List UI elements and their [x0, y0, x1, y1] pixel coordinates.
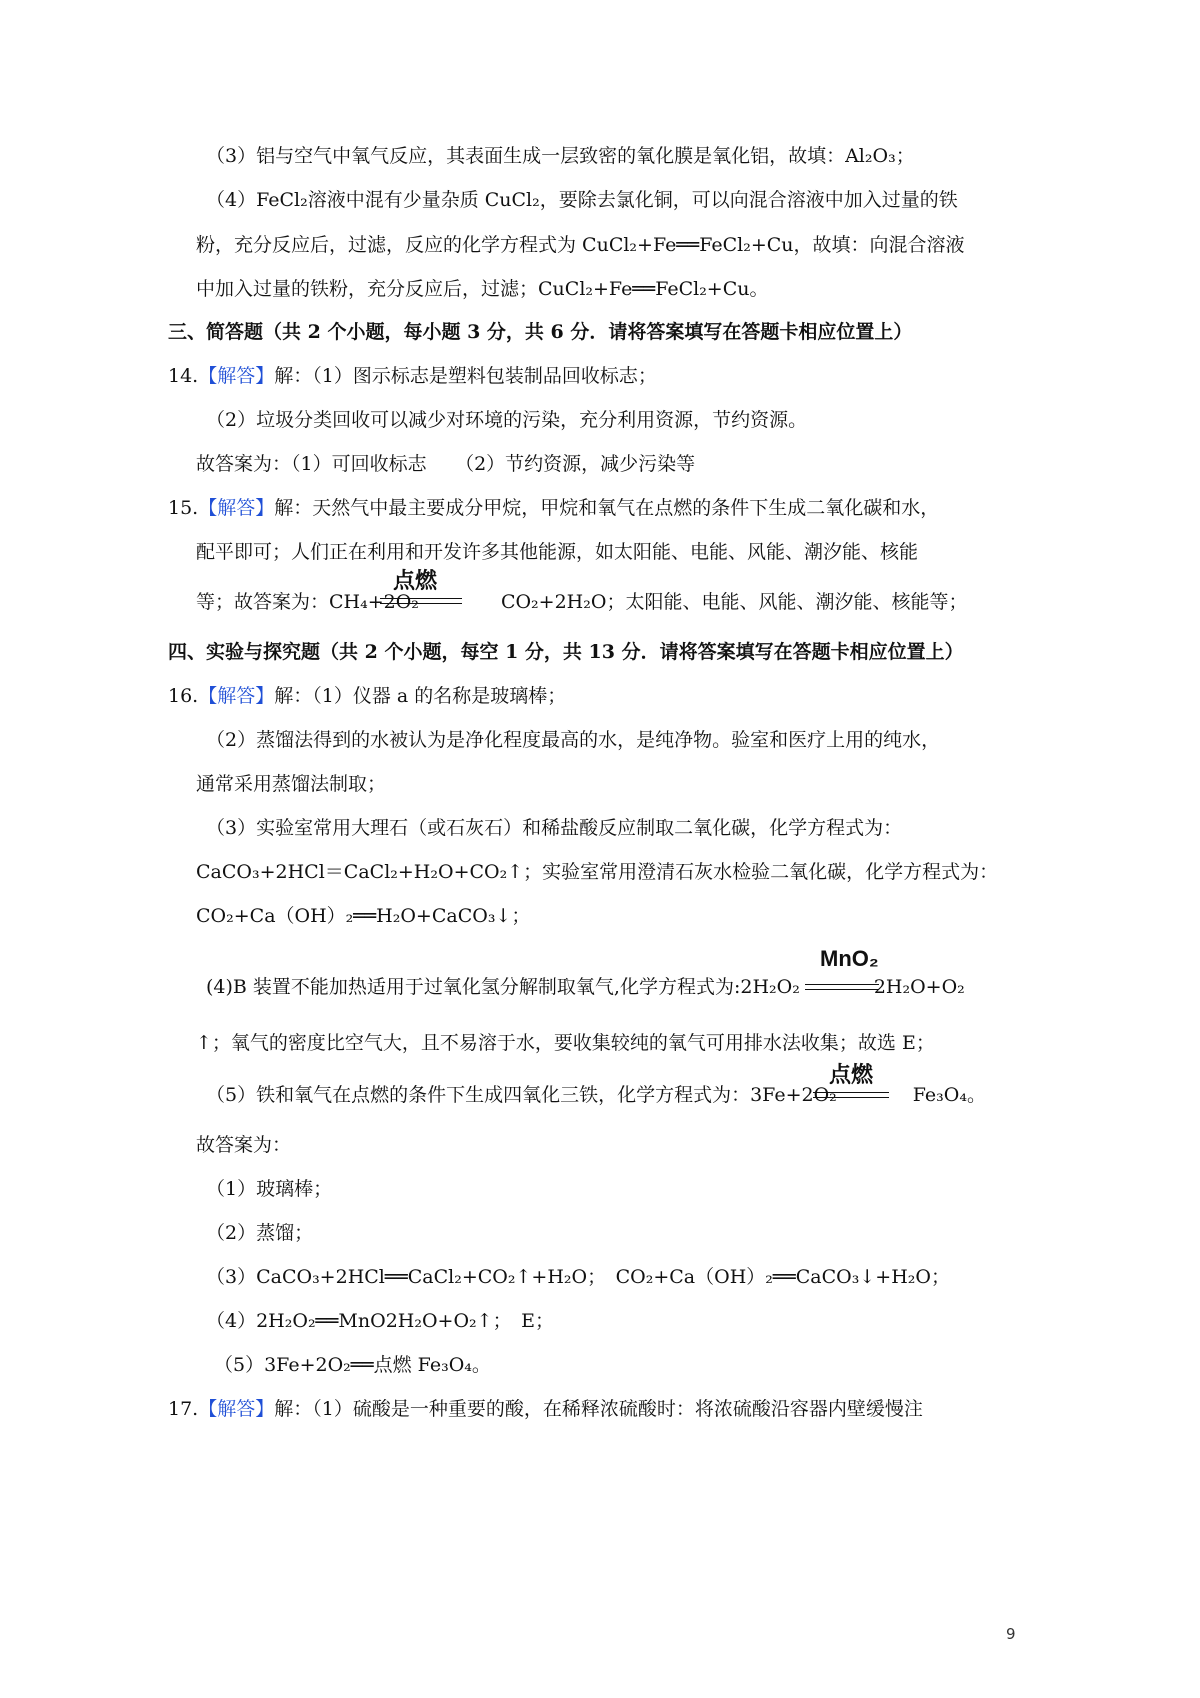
answer-text: 解：（1）仪器 a 的名称是玻璃棒；	[274, 685, 567, 707]
text-line: （3）铝与空气中氧气反应，其表面生成一层致密的氧化膜是氧化铝，故填：Al₂O₃；	[206, 145, 915, 167]
text-line: （3）CaCO₃+2HCl══CaCl₂+CO₂↑+H₂O； CO₂+Ca（OH）₂══CaCO₃↓+H₂O；	[206, 1266, 950, 1288]
question-number: 17.	[168, 1398, 199, 1420]
answer-tag: 【解答】	[198, 497, 275, 519]
text-line: 中加入过量的铁粉，充分反应后，过滤；CuCl₂+Fe══FeCl₂+Cu。	[196, 278, 769, 300]
text-line: 粉，充分反应后，过滤，反应的化学方程式为 CuCl₂+Fe══FeCl₂+Cu，故填：向混合溶液	[196, 234, 965, 256]
answer-tag: 【解答】	[198, 365, 275, 387]
answer-text: 解：（1）图示标志是塑料包装制品回收标志；	[274, 365, 657, 387]
equals-double-line	[380, 598, 462, 604]
answer-text: 解：天然气中最主要成分甲烷，甲烷和氧气在点燃的条件下生成二氧化碳和水，	[274, 497, 940, 519]
equation-right: CO₂+2H₂O；太阳能、电能、风能、潮汐能、核能等；	[500, 591, 968, 613]
answer-tag: 【解答】	[198, 1398, 275, 1420]
text-line: （2）垃圾分类回收可以减少对环境的污染，充分利用资源，节约资源。	[206, 409, 808, 431]
text-line: 故答案为：	[196, 1134, 292, 1156]
equation-left: 等；故答案为：CH₄+2O₂	[196, 591, 419, 613]
reaction-condition: MnO₂	[820, 946, 879, 971]
equals-double-line	[813, 1092, 889, 1098]
equation-left: （5）铁和氧气在点燃的条件下生成四氧化三铁，化学方程式为：3Fe+2O₂	[206, 1084, 837, 1106]
text-line: （2）蒸馏法得到的水被认为是净化程度最高的水，是纯净物。验室和医疗上用的纯水，	[206, 729, 941, 751]
equals-double-line	[805, 984, 879, 990]
question-14	[168, 364, 657, 388]
text-line: （1）玻璃棒；	[206, 1178, 333, 1200]
text-line: （4）FeCl₂溶液中混有少量杂质 CuCl₂，要除去氯化铜，可以向混合溶液中加入过量的铁	[206, 189, 958, 211]
question-15	[168, 496, 939, 520]
reaction-condition: 点燃	[393, 568, 438, 593]
question-16	[168, 684, 566, 708]
text-line: （4）2H₂O₂══MnO2H₂O+O₂↑； E；	[206, 1310, 554, 1332]
question-17	[168, 1397, 923, 1421]
text-line: CaCO₃+2HCl＝CaCl₂+H₂O+CO₂↑；实验室常用澄清石灰水检验二氧化碳，化学方程式为：	[196, 861, 999, 883]
text-line: （2）蒸馏；	[206, 1222, 314, 1244]
text-line: ↑；氧气的密度比空气大，且不易溶于水，要收集较纯的氧气可用排水法收集；故选 E；	[196, 1032, 935, 1054]
text-line: 通常采用蒸馏法制取；	[196, 773, 387, 795]
question-number: 16.	[168, 685, 199, 707]
page-number: 9	[1006, 1625, 1016, 1643]
question-number: 14.	[168, 365, 199, 387]
text-line: （5）3Fe+2O₂══点燃 Fe₃O₄。	[214, 1354, 491, 1376]
equation-right: Fe₃O₄。	[912, 1084, 986, 1106]
text-line: CO₂+Ca（OH）₂══H₂O+CaCO₃↓；	[196, 905, 531, 927]
equation-right: 2H₂O+O₂	[873, 976, 965, 998]
equation-line	[196, 590, 967, 614]
text-line: 配平即可；人们正在利用和开发许多其他能源，如太阳能、电能、风能、潮汐能、核能	[196, 541, 919, 563]
question-number: 15.	[168, 497, 199, 519]
reaction-condition: 点燃	[829, 1062, 874, 1087]
text-line: （3）实验室常用大理石（或石灰石）和稀盐酸反应制取二氧化碳，化学方程式为：	[206, 817, 903, 839]
section-heading: 三、简答题（共 2 个小题，每小题 3 分，共 6 分．请将答案填写在答题卡相应位置上）	[168, 321, 913, 343]
answer-tag: 【解答】	[198, 685, 275, 707]
section-heading: 四、实验与探究题（共 2 个小题，每空 1 分，共 13 分．请将答案填写在答题卡相应位置上）	[168, 641, 964, 663]
answer-text: 解：（1）硫酸是一种重要的酸，在稀释浓硫酸时：将浓硫酸沿容器内壁缓慢注	[274, 1398, 923, 1420]
equation-left: (4)B 装置不能加热适用于过氧化氢分解制取氧气,化学方程式为:2H₂O₂	[206, 976, 800, 998]
text-line: 故答案为：（1）可回收标志 （2）节约资源，减少污染等	[196, 453, 696, 475]
